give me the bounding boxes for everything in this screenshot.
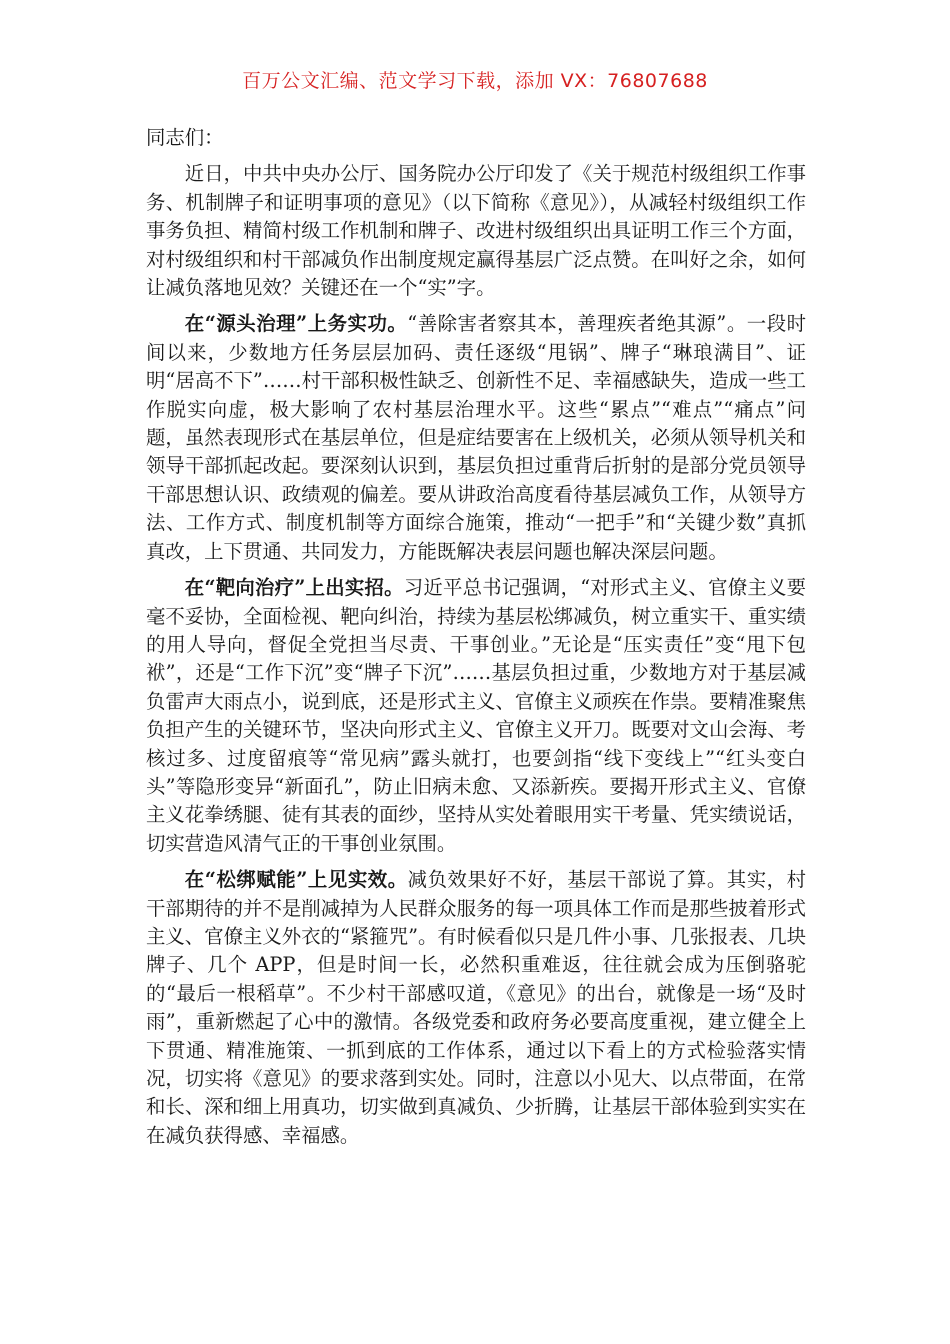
- document-body: [146, 124, 806, 1158]
- paragraph-intro: [146, 160, 806, 302]
- paragraph-body: 习近平总书记强调，“对形式主义、官僚主义要毫不妥协，全面检视、靶向纠治，持续为基层松绑减负，树立重实干、重实绩的用人导向，督促全党担当尽责、干事创业。”无论是“压实责任”变“甩下包袱”，还是“工作下沉”变“牌子下沉”……基层负担过重，少数地方对于基层减负雷声大雨点小，说到底，还是形式主义、官僚主义顽疾在作祟。要精准聚焦负担产生的关键环节，坚决向形式主义、官僚主义开刀。既要对文山会海、考核过多、过度留痕等“常见病”露头就打，也要剑指“线下变线上”“红头变白头”等隐形变异“新面孔”，防止旧病未愈、又添新疾。要揭开形式主义、官僚主义花拳绣腿、徒有其表的面纱，坚持从实处着眼用实干考量、凭实绩说话，切实营造风清气正的干事创业氛围。: [146, 576, 806, 855]
- header-banner: 百万公文汇编、范文学习下载，添加 VX：76807688: [242, 70, 708, 92]
- paragraph-lead: 在“靶向治疗”上出实招。: [184, 576, 404, 600]
- paragraph-body: “善除害者察其本，善理疾者绝其源”。一段时间以来，少数地方任务层层加码、责任逐级“甩锅”、牌子“琳琅满目”、证明“居高不下”……村干部积极性缺乏、创新性不足、幸福感缺失，造成一些工作脱实向虚，极大影响了农村基层治理水平。这些“累点”“难点”“痛点”问题，虽然表现形式在基层单位，但是症结要害在上级机关，必须从领导机关和领导干部抓起改起。要深刻认识到，基层负担过重背后折射的是部分党员领导干部思想认识、政绩观的偏差。要从讲政治高度看待基层减负工作，从领导方法、工作方式、制度机制等方面综合施策，推动“一把手”和“关键少数”真抓真改，上下贯通、共同发力，方能既解决表层问题也解决深层问题。: [146, 312, 807, 563]
- salutation: 同志们：: [146, 126, 224, 149]
- paragraph-lead: 在“松绑赋能”上见实效。: [184, 868, 408, 892]
- paragraph-source-governance: [146, 310, 806, 566]
- paragraph-targeted-treatment: [146, 574, 806, 858]
- paragraph-body: 减负效果好不好，基层干部说了算。其实，村干部期待的并不是削减掉为人民群众服务的每一项具体工作而是那些披着形式主义、官僚主义外衣的“紧箍咒”。有时候看似只是几件小事、几张报表、几块牌子、几个 APP，但是时间一长，必然积重难返，往往就会成为压倒骆驼的“最后一根稻草”。不少村干部感叹道，《意见》的出台，就像是一场“及时雨”，重新燃起了心中的激情。各级党委和政府务必要高度重视，建立健全上下贯通、精准施策、一抓到底的工作体系，通过以下看上的方式检验落实情况，切实将《意见》的要求落到实处。同时，注意以小见大、以点带面，在常和长、深和细上用真功，切实做到真减负、少折腾，让基层干部体验到实实在在减负获得感、幸福感。: [146, 868, 807, 1147]
- paragraph-empowerment: [146, 866, 806, 1150]
- paragraph-lead: 在“源头治理”上务实功。: [184, 312, 408, 336]
- paragraph-body: 近日，中共中央办公厅、国务院办公厅印发了《关于规范村级组织工作事务、机制牌子和证明事项的意见》（以下简称《意见》），从减轻村级组织工作事务负担、精简村级工作机制和牌子、改进村级组织出具证明工作三个方面，对村级组织和村干部减负作出制度规定赢得基层广泛点赞。在叫好之余，如何让减负落地见效？关键还在一个“实”字。: [146, 162, 806, 300]
